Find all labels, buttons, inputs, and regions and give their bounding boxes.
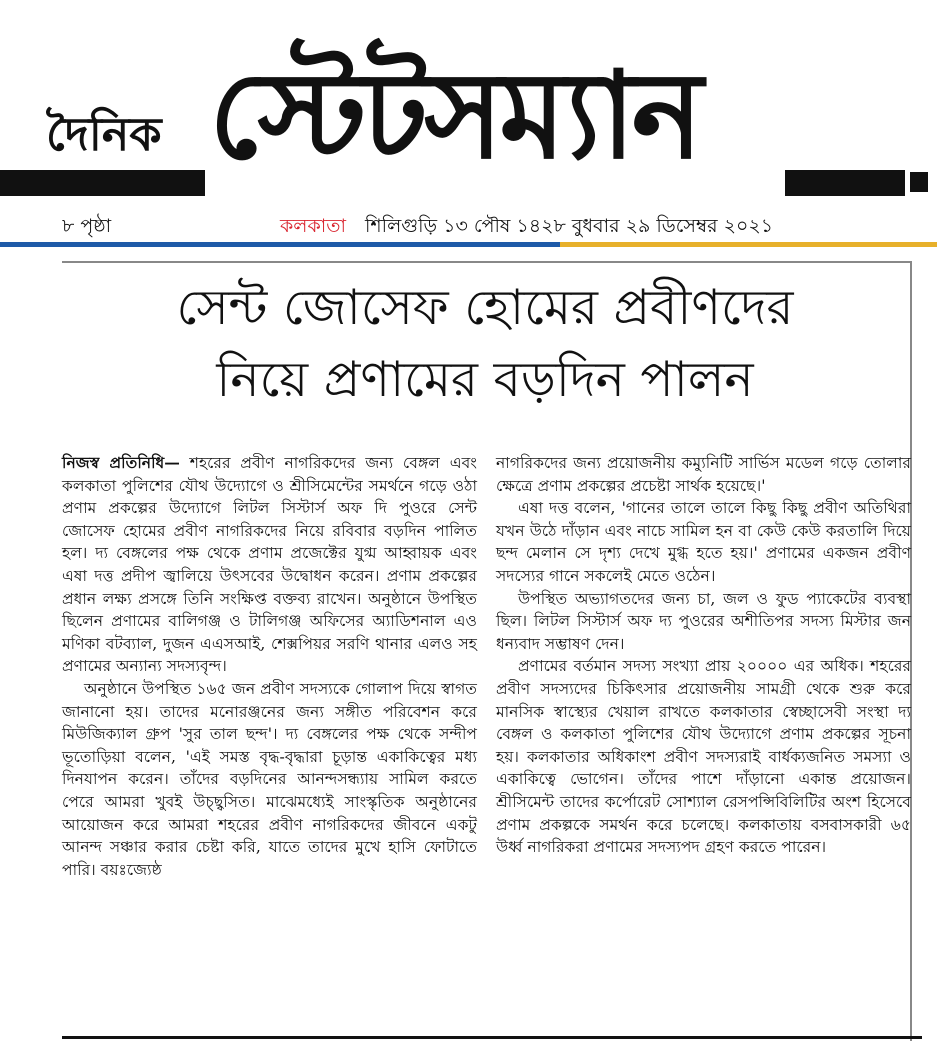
masthead	[0, 0, 937, 248]
masthead-dot	[910, 172, 928, 192]
masthead-title: স্টেটসম্যান	[205, 22, 703, 212]
paragraph: প্রণামের বর্তমান সদস্য সংখ্যা প্রায় ২০০০০ এর অধিক। শহরের প্রবীণ সদস্যদের চিকিৎসার প্রয়োজনীয় সামগ্রী থেকে শুরু করে মানসিক স্বাস্থ্যের খেয়াল রাখতে কলকাতার স্বেচ্ছাসেবী সংস্থা দ্য বেঙ্গল ও কলকাতা পুলিশের যৌথ উদ্যোগে প্রণাম প্রকল্পের সূচনা হয়। কলকাতার অধিকাংশ প্রবীণ সদস্যরাই বার্ধক্যজনিত সমস্যা ও একাকিত্বে ভোগেন। তাঁদের পাশে দাঁড়ানো একান্ত প্রয়োজন। শ্রীসিমেন্ট তাদের কর্পোরেট সোশ্যাল রেসপন্সিবিলিটির অংশ হিসেবে প্রণাম প্রকল্পকে সমর্থন করে চলেছে। কলকাতায় বসবাসকারী ৬৫ উর্ধ্ব নাগরিকরা প্রণামের সদস্যপদ গ্রহণ করতে পারেন।	[496, 657, 911, 857]
article-frame-top	[62, 261, 912, 263]
rule-blue	[0, 242, 560, 247]
rule-yellow	[560, 242, 937, 247]
paragraph-text: শহরের প্রবীণ নাগরিকদের জন্য বেঙ্গল এবং কলকাতা পুলিশের যৌথ উদ্যোগে ও শ্রীসিমেন্টের সমর্থনে গড়ে ওঠা প্রণাম প্রকল্পের উদ্যোগে লিটল সিস্টার্স অফ দি পুওরে সেন্ট জোসেফ হোমের প্রবীণ নাগরিকদের নিয়ে রবিবার বড়দিন পালিত হল। দ্য বেঙ্গলের পক্ষ থেকে প্রণাম প্রজেক্টের যুগ্ম আহ্বায়ক এবং এষা দত্ত প্রদীপ জ্বালিয়ে উৎসবের উদ্বোধন করেন। প্রণাম প্রকল্পের প্রধান লক্ষ্য প্রসঙ্গে তিনি সংক্ষিপ্ত বক্তব্য রাখেন। অনুষ্ঠানে উপস্থিত ছিলেন প্রণামের বালিগঞ্জ ও টালিগঞ্জ অফিসের অ্যাডিশনাল এও মণিকা বটব্যাল, দুজন এএসআই, শেক্সপিয়র সরণি থানার এলও সহ প্রণামের অন্যান্য সদস্যবৃন্দ।	[62, 454, 477, 676]
headline-line-1: সেন্ট জোসেফ হোমের প্রবীণদের	[176, 279, 794, 336]
page-number: ৮ পৃষ্ঠা	[62, 215, 112, 237]
bottom-rule	[62, 1036, 922, 1039]
masthead-daily: দৈনিক	[40, 104, 168, 164]
masthead-bar-right	[785, 170, 905, 196]
article-headline	[62, 272, 908, 416]
paragraph: উপস্থিত অভ্যাগতদের জন্য চা, জল ও ফুড প্যাকেটের ব্যবস্থা ছিল। লিটল সিস্টার্স অফ দ্য পুওরের অশীতিপর সদস্য মিস্টার জন ধন্যবাদ সম্ভাষণ দেন।	[496, 589, 911, 653]
masthead-bar-left	[0, 170, 230, 196]
dateline-date: শিলিগুড়ি ১৩ পৌষ ১৪২৮ বুধবার ২৯ ডিসেম্বর ২০২১	[365, 215, 774, 237]
paragraph	[62, 452, 477, 678]
paragraph: এষা দত্ত বলেন, 'গানের তালে তালে কিছু কিছু প্রবীণ অতিথিরা যখন উঠে দাঁড়ান এবং নাচে সামিল হন বা কেউ কেউ করতালি দিয়ে ছন্দ মেলান সে দৃশ্য দেখে মুগ্ধ হতে হয়।' প্রণামের একজন প্রবীণ সদস্যের গানে সকলেই মেতে ওঠেন।	[496, 499, 911, 585]
article-column-right	[496, 452, 911, 859]
paragraph: নাগরিকদের জন্য প্রয়োজনীয় কম্যুনিটি সার্ভিস মডেল গড়ে তোলার ক্ষেত্রে প্রণাম প্রকল্পের প্রচেষ্টা সার্থক হয়েছে।'	[496, 454, 911, 495]
dateline-city: কলকাতা	[280, 215, 347, 237]
headline-line-2: নিয়ে প্রণামের বড়দিন পালন	[216, 351, 754, 408]
dateline	[0, 212, 937, 238]
article-column-left	[62, 452, 477, 881]
paragraph: অনুষ্ঠানে উপস্থিত ১৬৫ জন প্রবীণ সদস্যকে গোলাপ দিয়ে স্বাগত জানানো হয়। তাদের মনোরঞ্জনের জন্য সঙ্গীত পরিবেশন করে মিউজিক্যাল গ্রুপ 'সুর তাল ছন্দ'। দ্য বেঙ্গলের পক্ষ থেকে সন্দীপ ভূতোড়িয়া বলেন, 'এই সমস্ত বৃদ্ধ-বৃদ্ধারা চূড়ান্ত একাকিত্বের মধ্য দিনযাপন করেন। তাঁদের বড়দিনের আনন্দসন্ধ্যায় সামিল করতে পেরে আমরা খুবই উচ্ছ্বসিত। মাঝেমধ্যেই সাংস্কৃতিক অনুষ্ঠানের আয়োজন করে আমরা শহরের প্রবীণ নাগরিকদের জীবনে একটু আনন্দ সঞ্চার করার চেষ্টা করি, যাতে তাদের মুখে হাসি ফোটাতে পারি। বয়ঃজ্যেষ্ঠ	[62, 679, 477, 879]
byline: নিজস্ব প্রতিনিধি—	[62, 453, 180, 472]
